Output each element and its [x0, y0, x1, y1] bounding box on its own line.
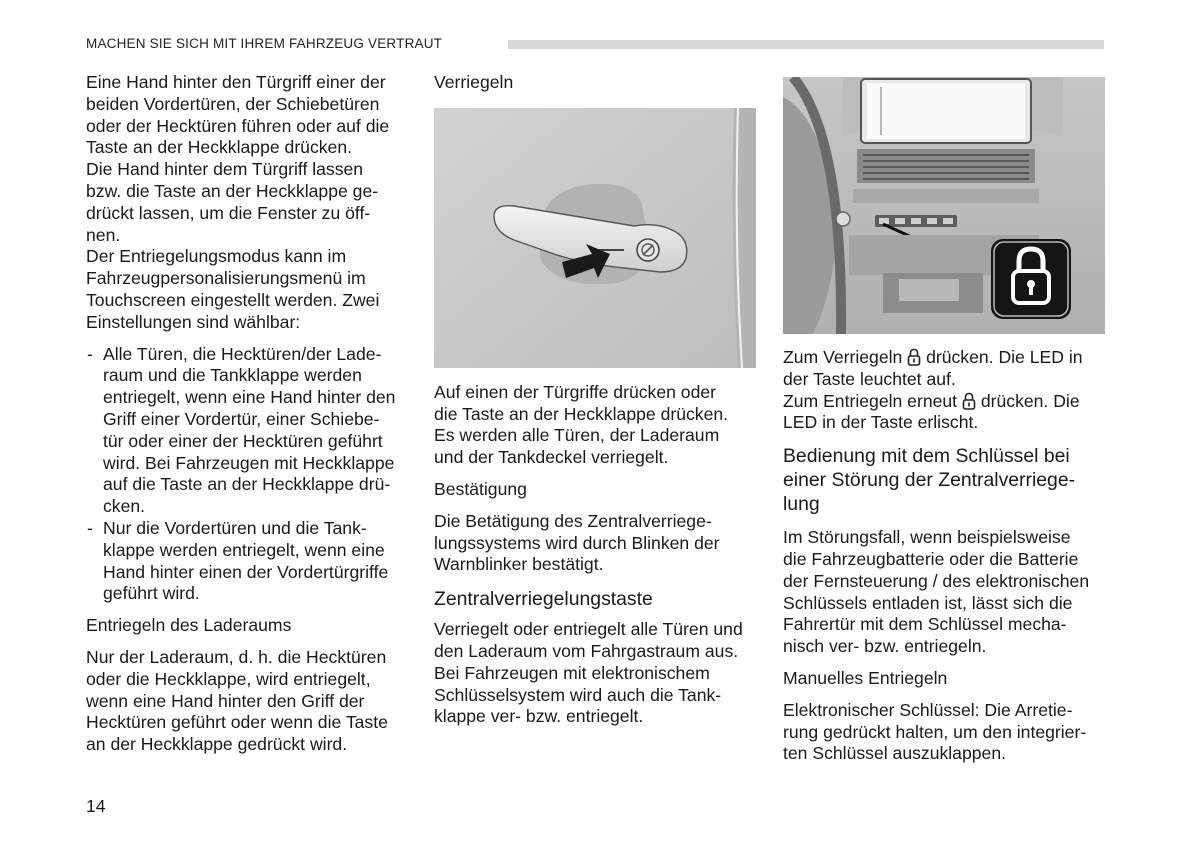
door-handle-illustration	[434, 108, 756, 368]
key-fault-text: Im Störungsfall, wenn beispielsweise die Fahrzeugbatterie oder die Batterie der Fernsteuerung / des elektronischen Schlüssels entladen ist, lässt sich die Fahrertür mit dem Schlüssel mecha- nisch ver- bzw. entriegeln.	[783, 527, 1090, 657]
lock-led-text: Zum Verriegeln drücken. Die LED in	[783, 347, 1083, 367]
section-title-key-fault: Bedienung mit dem Schlüssel bei einer Störung der Zentralverriege- lung	[783, 445, 1076, 516]
subheading-lock: Verriegeln	[434, 72, 514, 92]
subheading-manual-unlock: Manuelles Entriegeln	[783, 667, 948, 688]
lock-icon	[962, 392, 976, 410]
header-bar	[508, 40, 1104, 49]
manual-unlock-text: Elektronischer Schlüssel: Die Arretie- rung gedrückt halten, um den integrier- ten Schlüssel auszuklappen.	[783, 699, 1087, 764]
dashboard-illustration	[783, 77, 1105, 334]
column-1	[86, 72, 411, 756]
column-3	[783, 72, 1105, 765]
list-item: - Alle Türen, die Hecktüren/der Lade- raum und die Tankklappe werden entriegelt, wenn eine Hand hinter den Griff einer Vordertür, einer Schiebe- tür oder einer der Hecktüren geführt wird. Bei Fahrzeugen mit Heckklappe auf die Taste an der Heckklappe drü- cken.	[86, 344, 411, 518]
subheading-cargo-unlock: Entriegeln des Laderaums	[86, 615, 292, 636]
list-item: - Nur die Vordertüren und die Tank- klappe werden entriegelt, wenn eine Hand hinter einen der Vordertürgriffe geführt wird.	[86, 518, 411, 605]
page-number: 14	[86, 796, 106, 816]
lock-led-text-2: der Taste leuchtet auf.	[783, 368, 956, 389]
header-title: MACHEN SIE SICH MIT IHREM FAHRZEUG VERTRAUT	[86, 36, 443, 51]
subheading-confirmation: Bestätigung	[434, 478, 527, 499]
central-lock-button-text: Verriegelt oder entriegelt alle Türen und den Laderaum vom Fahrgastraum aus. Bei Fahrzeugen mit elektronischem Schlüsselsystem wird auch die Tank- klappe ver- bzw. entriegelt.	[434, 619, 743, 727]
confirmation-text: Die Betätigung des Zentralverriege- lungssystems wird durch Blinken der Warnblinker bestätigt.	[434, 510, 720, 575]
running-header	[86, 34, 1104, 54]
column-2	[434, 72, 760, 728]
settings-list	[86, 344, 411, 606]
unlock-led-text: Zum Entriegeln erneut drücken. Die	[783, 390, 1080, 411]
unlock-instructions: Eine Hand hinter den Türgriff einer der beiden Vordertüren, der Schiebetüren oder der Hecktüren führen oder auf die Taste an der Heckklappe drücken. Die Hand hinter dem Türgriff lassen bzw. die Taste an der Heckklappe ge- drückt lassen, um die Fenster zu öff- nen. Der Entriegelungsmodus kann im Fahrzeugpersonalisierungsmenü im Touchscreen eingestellt werden. Zwei Einstellungen sind wählbar:	[86, 72, 390, 332]
lock-instructions: Auf einen der Türgriffe drücken oder die Taste an der Heckklappe drücken. Es werden alle Türen, der Laderaum und der Tankdeckel verriegelt.	[434, 381, 729, 468]
unlock-led-text-2: LED in der Taste erlischt.	[783, 412, 979, 433]
lock-icon	[907, 348, 921, 366]
section-title-central-lock-button: Zentralverriegelungstaste	[434, 588, 653, 611]
cargo-unlock-text: Nur der Laderaum, d. h. die Hecktüren oder die Heckklappe, wird entriegelt, wenn eine Hand hinter den Griff der Hecktüren geführt oder wenn die Taste an der Heckklappe gedrückt wird.	[86, 646, 388, 755]
